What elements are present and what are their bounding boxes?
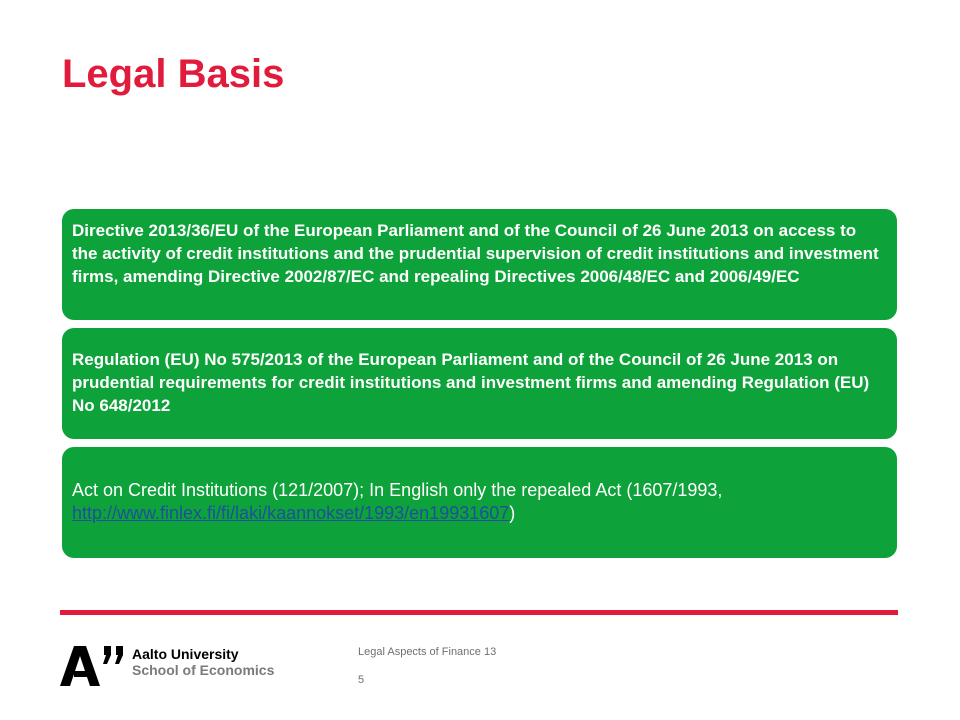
item-text-after: )	[509, 503, 516, 523]
aalto-logo	[60, 645, 140, 687]
item-text: Directive 2013/36/EU of the European Parliament and of the Council of 26 June 2013 on access to the activity of credit institutions and the prudential supervision of credit institutions and investment firms, amending Directive 2002/87/EC and repealing Directives 2006/48/EC and 2006/49/EC	[72, 221, 879, 286]
legal-basis-item-act	[62, 447, 897, 558]
footer-divider	[60, 610, 898, 615]
university-name: Aalto University	[132, 646, 239, 662]
course-title: Legal Aspects of Finance 13	[358, 646, 497, 658]
item-text-before: Act on Credit Institutions (121/2007); In English only the repealed Act (1607/1993,	[72, 480, 723, 500]
slide-title: Legal Basis	[62, 52, 285, 96]
legal-basis-item-directive	[62, 209, 897, 320]
finlex-link[interactable]: http://www.finlex.fi/fi/laki/kaannokset/1993/en19931607	[72, 503, 510, 523]
page-number: 5	[358, 674, 365, 686]
legal-basis-item-regulation	[62, 328, 897, 439]
school-name: School of Economics	[132, 662, 275, 678]
item-text: Regulation (EU) No 575/2013 of the European Parliament and of the Council of 26 June 2013 on prudential requirements for credit institutions and investment firms and amending Regulation (EU) No 648/2012	[72, 350, 870, 415]
